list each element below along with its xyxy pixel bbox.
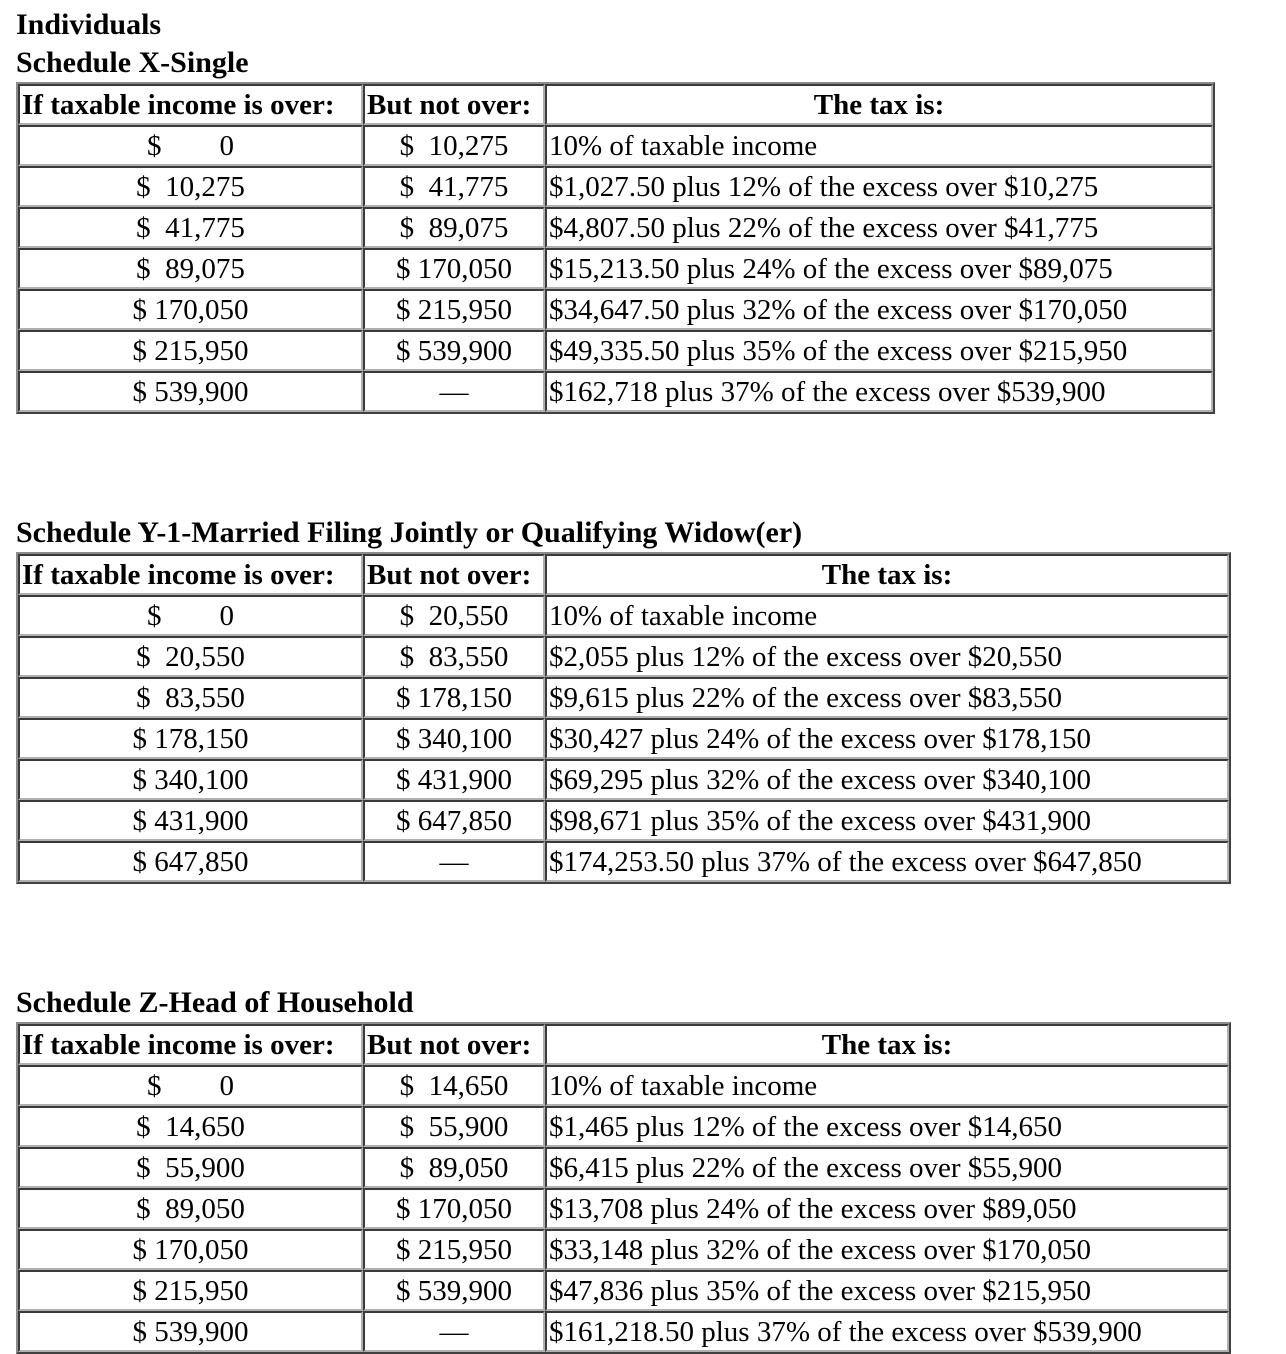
cell-not-over: $ 10,275 — [363, 125, 545, 166]
header-not-over: But not over: — [363, 1024, 545, 1065]
cell-tax: $30,427 plus 24% of the excess over $178,150 — [545, 718, 1229, 759]
table-row — [18, 207, 1213, 248]
tax-table — [16, 82, 1215, 414]
cell-tax: $1,027.50 plus 12% of the excess over $10,275 — [545, 166, 1213, 207]
cell-over: $ 539,900 — [18, 371, 363, 412]
header-tax: The tax is: — [545, 84, 1213, 125]
cell-tax: 10% of taxable income — [545, 595, 1229, 636]
cell-over: $ 0 — [18, 595, 363, 636]
cell-over: $ 215,950 — [18, 330, 363, 371]
cell-tax: $47,836 plus 35% of the excess over $215,950 — [545, 1270, 1229, 1311]
cell-tax: $49,335.50 plus 35% of the excess over $215,950 — [545, 330, 1213, 371]
cell-tax: $33,148 plus 32% of the excess over $170,050 — [545, 1229, 1229, 1270]
cell-tax: 10% of taxable income — [545, 1065, 1229, 1106]
cell-tax: $161,218.50 plus 37% of the excess over $539,900 — [545, 1311, 1229, 1352]
cell-not-over: $ 89,050 — [363, 1147, 545, 1188]
cell-not-over: $ 20,550 — [363, 595, 545, 636]
header-tax: The tax is: — [545, 554, 1229, 595]
cell-over: $ 0 — [18, 125, 363, 166]
cell-over: $ 10,275 — [18, 166, 363, 207]
tax-table — [16, 1022, 1231, 1354]
cell-not-over: $ 55,900 — [363, 1106, 545, 1147]
cell-not-over: $ 215,950 — [363, 1229, 545, 1270]
cell-over: $ 431,900 — [18, 800, 363, 841]
table-row — [18, 677, 1229, 718]
schedule-y1 — [16, 514, 1231, 884]
cell-over: $ 340,100 — [18, 759, 363, 800]
cell-tax: $1,465 plus 12% of the excess over $14,650 — [545, 1106, 1229, 1147]
cell-not-over: — — [363, 371, 545, 412]
table-body — [18, 125, 1213, 412]
table-row — [18, 800, 1229, 841]
cell-not-over: $ 539,900 — [363, 330, 545, 371]
table-header-row — [18, 1024, 1229, 1065]
table-header-row — [18, 554, 1229, 595]
cell-tax: $174,253.50 plus 37% of the excess over $647,850 — [545, 841, 1229, 882]
header-tax: The tax is: — [545, 1024, 1229, 1065]
cell-not-over: — — [363, 841, 545, 882]
header-over: If taxable income is over: — [18, 84, 363, 125]
page-title: Individuals — [16, 8, 162, 41]
header-not-over: But not over: — [363, 554, 545, 595]
schedule-title: Schedule Y-1-Married Filing Jointly or Qualifying Widow(er) — [16, 516, 803, 549]
cell-over: $ 83,550 — [18, 677, 363, 718]
cell-over: $ 14,650 — [18, 1106, 363, 1147]
table-row — [18, 595, 1229, 636]
header-over: If taxable income is over: — [18, 554, 363, 595]
table-body — [18, 1065, 1229, 1352]
cell-tax: $6,415 plus 22% of the excess over $55,900 — [545, 1147, 1229, 1188]
cell-over: $ 170,050 — [18, 289, 363, 330]
table-row — [18, 1229, 1229, 1270]
cell-not-over: $ 178,150 — [363, 677, 545, 718]
cell-over: $ 647,850 — [18, 841, 363, 882]
cell-over: $ 20,550 — [18, 636, 363, 677]
table-row — [18, 1147, 1229, 1188]
schedule-z — [16, 984, 1231, 1354]
tax-table — [16, 552, 1231, 884]
cell-not-over: — — [363, 1311, 545, 1352]
table-header-row — [18, 84, 1213, 125]
schedule-title: Schedule X-Single — [16, 46, 249, 79]
cell-tax: 10% of taxable income — [545, 125, 1213, 166]
table-row — [18, 371, 1213, 412]
table-row — [18, 759, 1229, 800]
cell-not-over: $ 340,100 — [363, 718, 545, 759]
cell-not-over: $ 41,775 — [363, 166, 545, 207]
table-row — [18, 1106, 1229, 1147]
schedule-x — [16, 44, 1215, 414]
cell-not-over: $ 431,900 — [363, 759, 545, 800]
table-row — [18, 289, 1213, 330]
cell-not-over: $ 14,650 — [363, 1065, 545, 1106]
cell-over: $ 89,075 — [18, 248, 363, 289]
table-row — [18, 125, 1213, 166]
schedule-title: Schedule Z-Head of Household — [16, 986, 414, 1019]
cell-tax: $98,671 plus 35% of the excess over $431,900 — [545, 800, 1229, 841]
table-row — [18, 248, 1213, 289]
cell-over: $ 55,900 — [18, 1147, 363, 1188]
cell-tax: $9,615 plus 22% of the excess over $83,550 — [545, 677, 1229, 718]
table-row — [18, 166, 1213, 207]
cell-not-over: $ 215,950 — [363, 289, 545, 330]
table-row — [18, 636, 1229, 677]
table-row — [18, 718, 1229, 759]
table-row — [18, 1065, 1229, 1106]
cell-tax: $15,213.50 plus 24% of the excess over $89,075 — [545, 248, 1213, 289]
table-body — [18, 595, 1229, 882]
table-row — [18, 330, 1213, 371]
cell-tax: $13,708 plus 24% of the excess over $89,050 — [545, 1188, 1229, 1229]
cell-tax: $162,718 plus 37% of the excess over $539,900 — [545, 371, 1213, 412]
table-row — [18, 841, 1229, 882]
table-row — [18, 1270, 1229, 1311]
cell-tax: $34,647.50 plus 32% of the excess over $170,050 — [545, 289, 1213, 330]
cell-over: $ 41,775 — [18, 207, 363, 248]
cell-tax: $2,055 plus 12% of the excess over $20,550 — [545, 636, 1229, 677]
cell-over: $ 89,050 — [18, 1188, 363, 1229]
cell-not-over: $ 647,850 — [363, 800, 545, 841]
header-over: If taxable income is over: — [18, 1024, 363, 1065]
cell-tax: $4,807.50 plus 22% of the excess over $41,775 — [545, 207, 1213, 248]
cell-over: $ 170,050 — [18, 1229, 363, 1270]
cell-tax: $69,295 plus 32% of the excess over $340,100 — [545, 759, 1229, 800]
cell-over: $ 0 — [18, 1065, 363, 1106]
cell-not-over: $ 170,050 — [363, 1188, 545, 1229]
cell-not-over: $ 170,050 — [363, 248, 545, 289]
table-row — [18, 1188, 1229, 1229]
cell-over: $ 215,950 — [18, 1270, 363, 1311]
cell-not-over: $ 83,550 — [363, 636, 545, 677]
cell-not-over: $ 539,900 — [363, 1270, 545, 1311]
table-row — [18, 1311, 1229, 1352]
cell-not-over: $ 89,075 — [363, 207, 545, 248]
cell-over: $ 539,900 — [18, 1311, 363, 1352]
header-not-over: But not over: — [363, 84, 545, 125]
cell-over: $ 178,150 — [18, 718, 363, 759]
